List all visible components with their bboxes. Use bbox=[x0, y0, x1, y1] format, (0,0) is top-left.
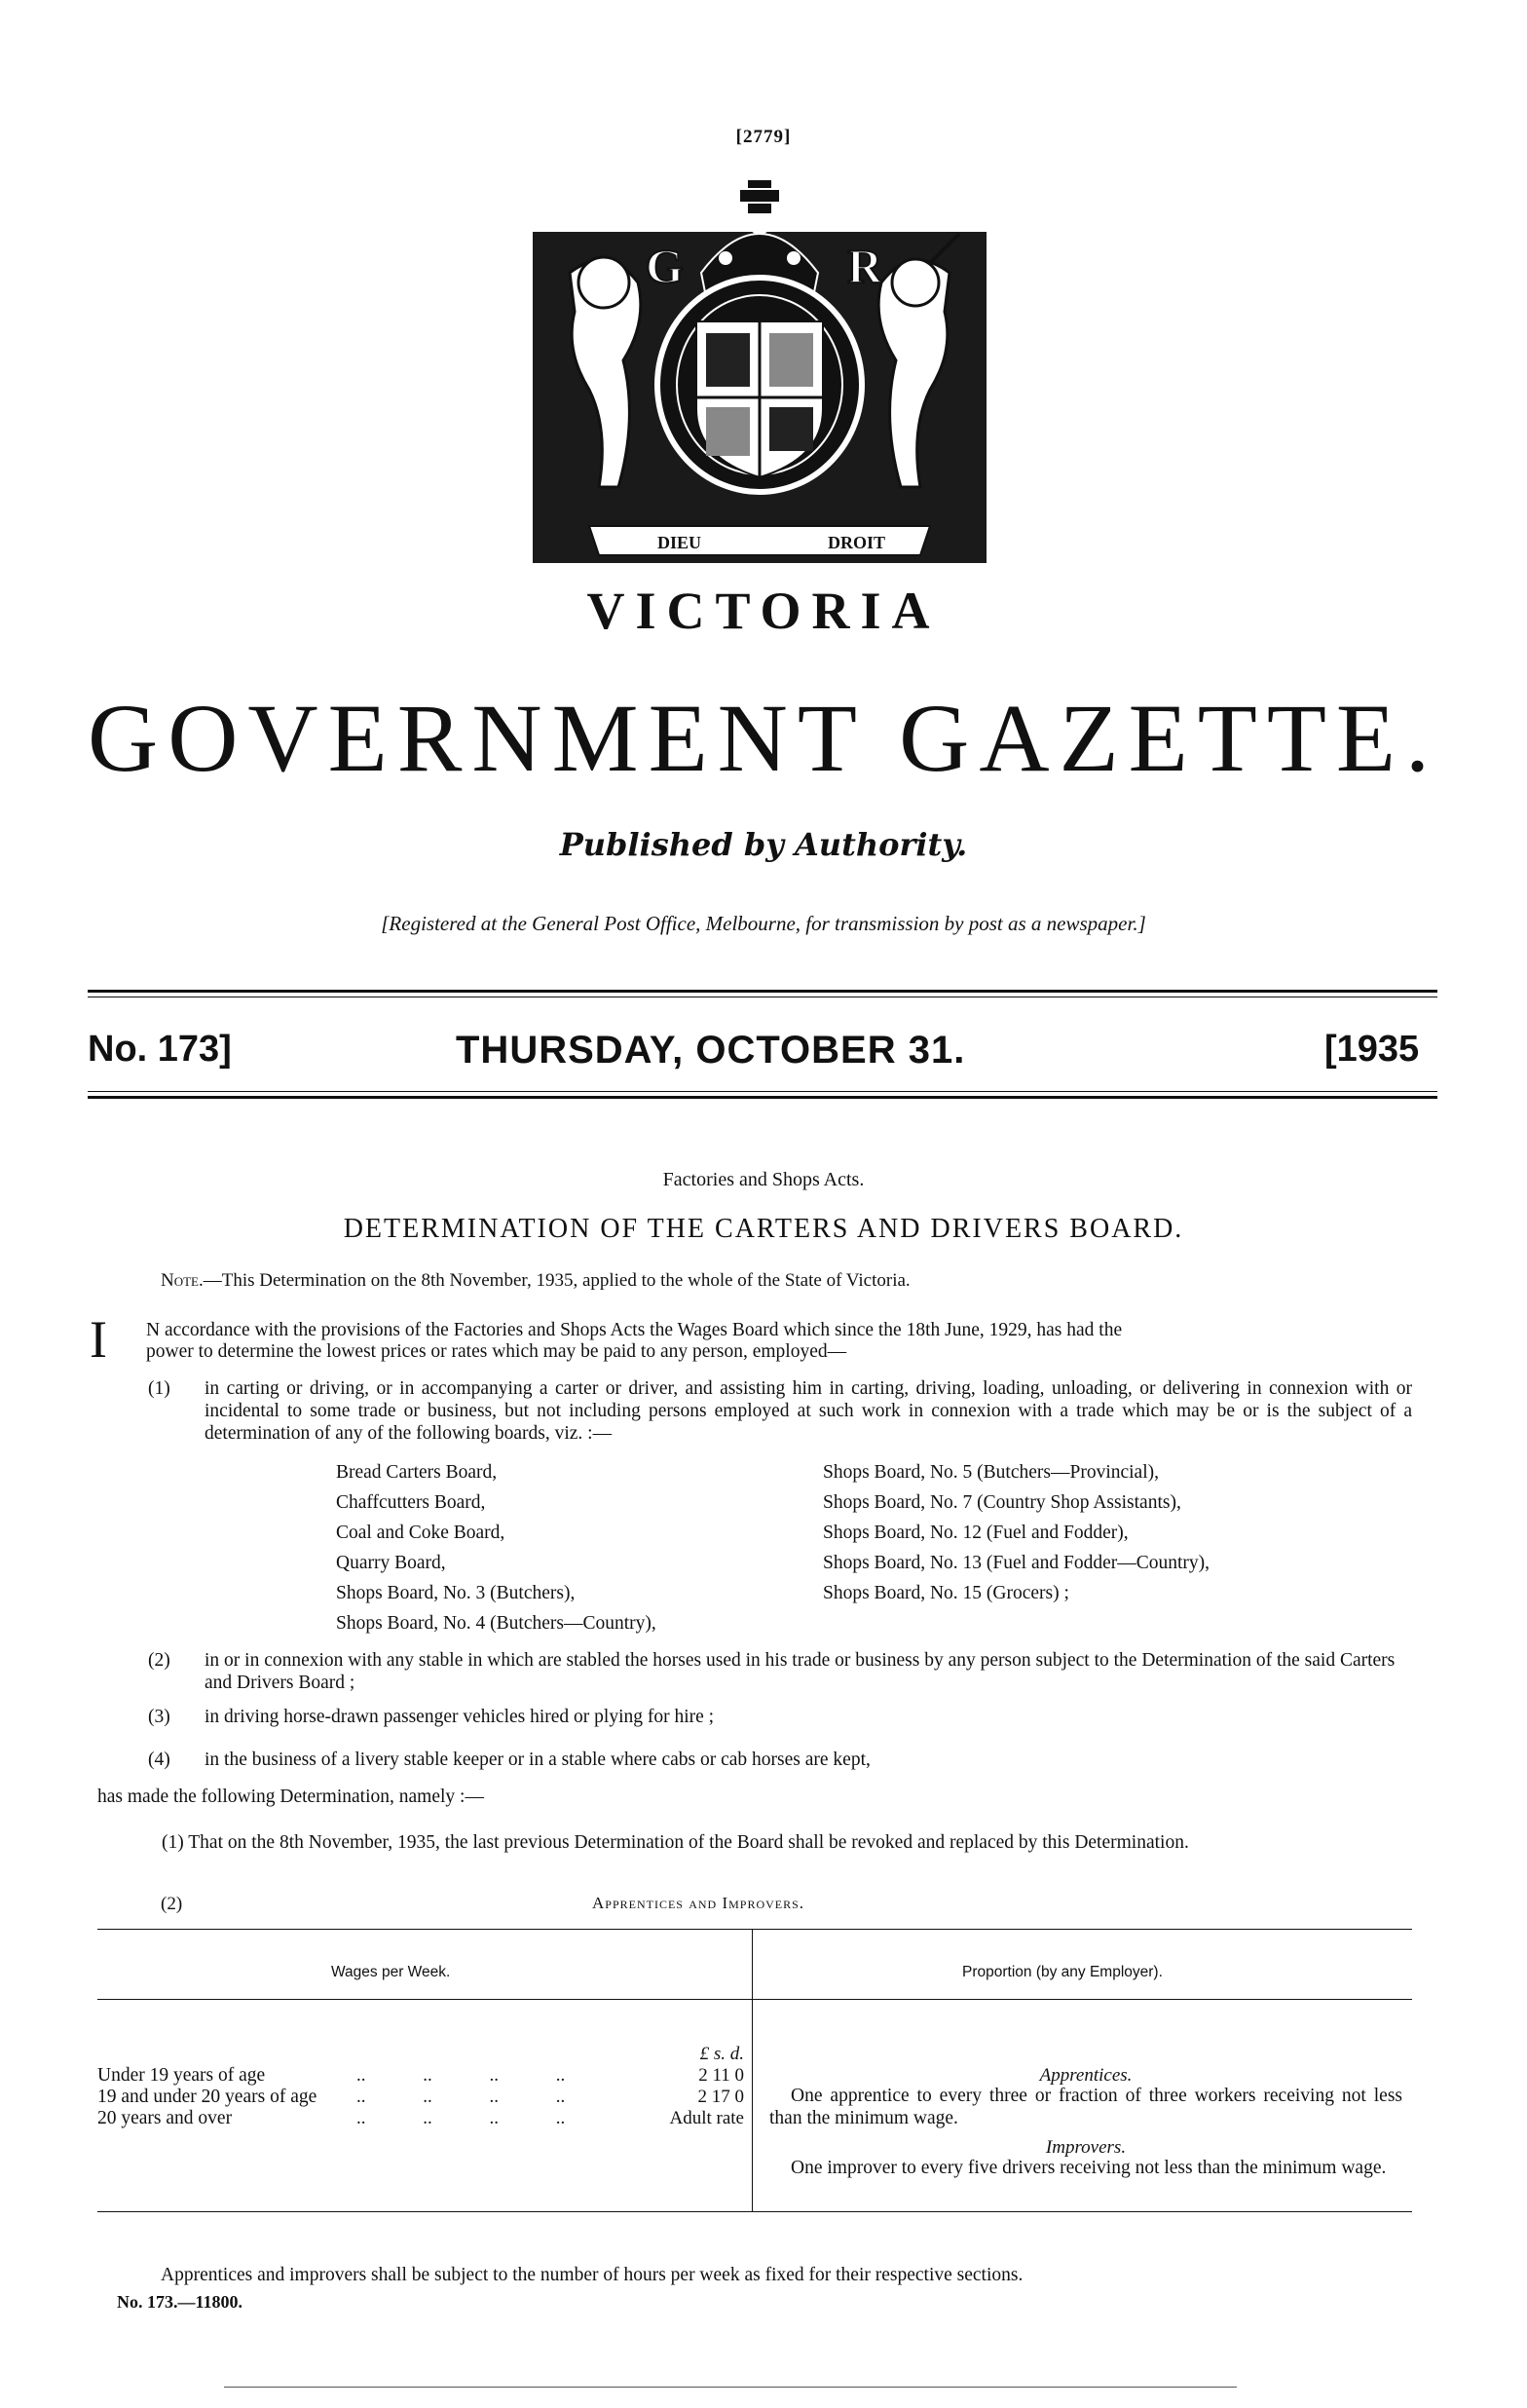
item-3-text: in driving horse-drawn passenger vehicles hired or plying for hire ; bbox=[205, 1707, 715, 1727]
table-row bbox=[97, 2065, 265, 2086]
royal-coat-of-arms bbox=[531, 166, 988, 565]
divider-rule bbox=[88, 1091, 1437, 1092]
board-item: Shops Board, No. 7 (Country Shop Assistants), bbox=[823, 1492, 1181, 1513]
divider-rule bbox=[88, 1096, 1437, 1099]
apprentices-table bbox=[97, 1929, 1412, 2233]
board-item: Bread Carters Board, bbox=[336, 1462, 498, 1483]
item-3 bbox=[148, 1706, 1412, 1728]
print-number: No. 173.—11800. bbox=[117, 2292, 243, 2312]
bottom-rule bbox=[224, 2387, 1237, 2388]
item-number: (4) bbox=[148, 1750, 170, 1770]
column-header-wages: Wages per Week. bbox=[331, 1964, 451, 1980]
section-number: (2) bbox=[161, 1894, 183, 1914]
item-1 bbox=[148, 1377, 1412, 1445]
board-item: Shops Board, No. 13 (Fuel and Fodder—Country), bbox=[823, 1553, 1210, 1573]
masthead-authority: Published by Authority. bbox=[559, 826, 968, 863]
note-text: —This Determination on the 8th November, 1935, applied to the whole of the State of Victoria. bbox=[203, 1270, 911, 1291]
leader-dots: .. .. .. .. bbox=[356, 2087, 566, 2107]
divider-rule bbox=[88, 990, 1437, 993]
column-header-proportion: Proportion (by any Employer). bbox=[962, 1964, 1163, 1980]
row-label: 20 years and over bbox=[97, 2108, 233, 2128]
improvers-heading: Improvers. bbox=[1045, 2137, 1127, 2158]
issue-date: THURSDAY, OCTOBER 31. bbox=[456, 1029, 966, 1072]
row-amount: 2 11 0 bbox=[698, 2065, 744, 2086]
masthead-state: VICTORIA bbox=[586, 582, 941, 640]
board-item: Quarry Board, bbox=[336, 1553, 446, 1573]
leader-dots: .. .. .. .. bbox=[356, 2065, 566, 2086]
boards-list-left bbox=[336, 1457, 656, 1638]
footnote: Apprentices and improvers shall be subject to the number of hours per week as fixed for their respective sections. bbox=[161, 2265, 1024, 2285]
table-rule bbox=[97, 1929, 1412, 1930]
board-item: Coal and Coke Board, bbox=[336, 1523, 505, 1543]
item-1-text: in carting or driving, or in accompanying a carter or driver, and assisting him in carting, driving, loading, unloading, or delivering in connexion with or incidental to some trade or business, but not including persons employed at such work in connexion with a trade which may be or is the subject of a determination of any of the following boards, viz. :— bbox=[205, 1378, 1412, 1444]
leader-dots: .. .. .. .. bbox=[356, 2108, 566, 2128]
board-item: Chaffcutters Board, bbox=[336, 1492, 486, 1513]
masthead-title: GOVERNMENT GAZETTE. bbox=[88, 684, 1439, 792]
row-amount: Adult rate bbox=[669, 2108, 744, 2128]
intro-line-1: N accordance with the provisions of the Factories and Shops Acts the Wages Board which since the 18th June, 1929, has had the bbox=[146, 1320, 1123, 1340]
board-item: Shops Board, No. 15 (Grocers) ; bbox=[823, 1583, 1069, 1603]
shield-icon bbox=[696, 321, 823, 477]
table-row bbox=[97, 2087, 317, 2107]
item-4 bbox=[148, 1749, 1412, 1771]
table-rule bbox=[97, 1999, 1412, 2000]
board-item: Shops Board, No. 12 (Fuel and Fodder), bbox=[823, 1523, 1129, 1543]
currency-header: £ s. d. bbox=[699, 2044, 744, 2064]
item-number: (2) bbox=[148, 1650, 170, 1671]
paragraph-1: (1) That on the 8th November, 1935, the last previous Determination of the Board shall be revoked and replaced by this Determination. bbox=[162, 1832, 1189, 1853]
motto-right: DROIT bbox=[828, 533, 886, 552]
apprentices-heading: Apprentices. bbox=[1039, 2065, 1133, 2086]
determination-title: DETERMINATION OF THE CARTERS AND DRIVERS BOARD. bbox=[343, 1214, 1184, 1244]
item-number: (1) bbox=[148, 1378, 170, 1399]
page-number: [2779] bbox=[735, 127, 792, 147]
table-rule bbox=[97, 2211, 1412, 2212]
boards-list-right bbox=[823, 1457, 1210, 1608]
intro-line-2: power to determine the lowest prices or rates which may be paid to any person, employed— bbox=[146, 1341, 847, 1362]
note bbox=[161, 1270, 911, 1292]
row-amount: 2 17 0 bbox=[697, 2087, 744, 2107]
drop-cap: I bbox=[90, 1310, 107, 1369]
board-item: Shops Board, No. 5 (Butchers—Provincial), bbox=[823, 1462, 1160, 1483]
improvers-text: One improver to every five drivers receiving not less than the minimum wage. bbox=[791, 2158, 1387, 2178]
made-determination: has made the following Determination, namely :— bbox=[97, 1787, 484, 1807]
row-label: Under 19 years of age bbox=[97, 2065, 266, 2086]
acts-heading: Factories and Shops Acts. bbox=[662, 1169, 865, 1190]
issue-year: [1935 bbox=[1324, 1029, 1420, 1070]
registration-notice: [Registered at the General Post Office, Melbourne, for transmission by post as a newspaper.] bbox=[381, 912, 1146, 935]
crest-initial-r: R bbox=[847, 239, 883, 293]
item-4-text: in the business of a livery stable keeper or in a stable where cabs or cab horses are kept, bbox=[205, 1750, 871, 1770]
section-title: Apprentices and Improvers. bbox=[592, 1894, 805, 1912]
table-row bbox=[97, 2108, 232, 2128]
item-2-text: in or in connexion with any stable in which are stabled the horses used in his trade or business by any person subject to the Determination of the said Carters and Drivers Board ; bbox=[205, 1650, 1396, 1693]
note-label: Note. bbox=[161, 1270, 204, 1291]
item-2 bbox=[148, 1649, 1412, 1694]
board-item: Shops Board, No. 3 (Butchers), bbox=[336, 1583, 576, 1603]
board-item: Shops Board, No. 4 (Butchers—Country), bbox=[336, 1613, 656, 1634]
motto-left: DIEU bbox=[657, 533, 702, 552]
issue-number: No. 173] bbox=[88, 1029, 232, 1070]
apprentices-text: One apprentice to every three or fraction of three workers receiving not less than the minimum wage. bbox=[769, 2086, 1402, 2128]
item-number: (3) bbox=[148, 1707, 170, 1727]
table-column-rule bbox=[752, 1929, 753, 2211]
row-label: 19 and under 20 years of age bbox=[97, 2087, 317, 2107]
crest-initial-g: G bbox=[646, 239, 684, 293]
